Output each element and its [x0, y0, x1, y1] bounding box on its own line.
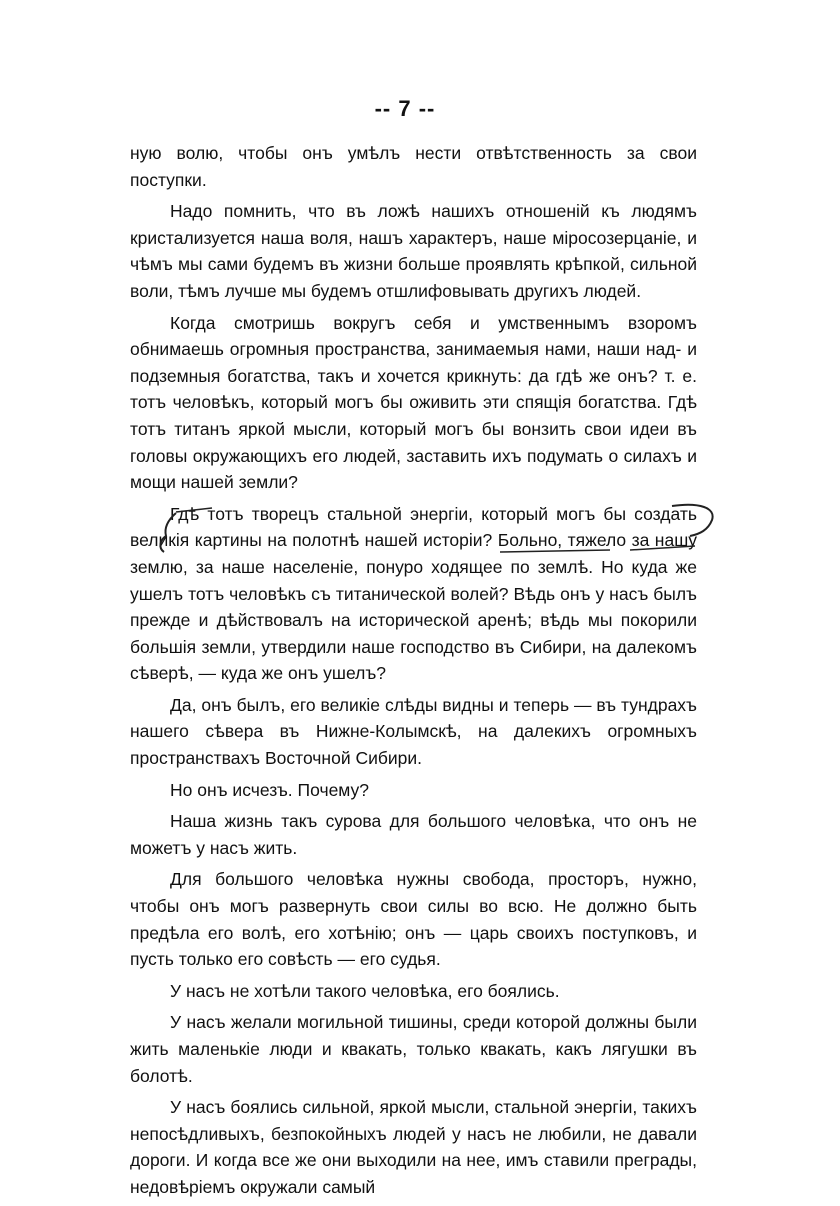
paragraph-11: У насъ боялись сильной, яркой мысли, стальной энергiи, такихъ непосѣдливыхъ, безпокойныхъ людей у насъ не любили, не давали дороги. И когда все же они выходили на нее, имъ ставили преграды, недовѣрiемъ окружали самый: [130, 1097, 697, 1197]
page-number: -- 7 --: [374, 96, 436, 121]
paragraph-7: Наша жизнь такъ сурова для большого человѣка, что онъ не можетъ у насъ жить.: [130, 811, 697, 858]
paragraph-5: Да, онъ былъ, его великiе слѣды видны и теперь — въ тундрахъ нашего сѣвера въ Нижне-Колымскѣ, на далекихъ огромныхъ пространствахъ Восточной Сибири.: [130, 694, 697, 769]
paragraph-3: Когда смотришь вокругъ себя и умственнымъ взоромъ обнимаешь огромныя пространства, занимаемыя нами, наши над- и подземныя богатства, такъ и хочется крикнуть: да гдѣ же онъ? т. е. тотъ человѣкъ, который могъ бы оживить эти спящiя богатства. Гдѣ тотъ титанъ яркой мысли, который могъ бы вонзить свои идеи въ головы окружающихъ его людей, заставить ихъ подумать о силахъ и мощи нашей земли?: [130, 312, 697, 493]
paragraph-1: ную волю, чтобы онъ умѣлъ нести отвѣтственность за свои поступки.: [130, 143, 697, 190]
paragraph-9: У насъ не хотѣли такого человѣка, его боялись.: [170, 980, 560, 1001]
paragraph-2: Надо помнить, что въ ложѣ нашихъ отношенiй къ людямъ кристализуется наша воля, нашъ характеръ, наше мiросозерцанiе, и чѣмъ мы сами будемъ въ жизни больше проявлять крѣпкой, сильной воли, тѣмъ лучше мы будемъ отшлифовывать другихъ людей.: [130, 201, 697, 301]
body-text: [130, 140, 697, 1206]
paragraph-6: Но онъ исчезъ. Почему?: [170, 779, 370, 800]
paragraph-10: У насъ желали могильной тишины, среди которой должны были жить маленькiе люди и квакать, только квакать, какъ лягушки въ болотѣ.: [130, 1012, 697, 1086]
paragraph-4-marked: Гдѣ тотъ творецъ стальной энергiи, который могъ бы создать великiя картины на полотнѣ нашей исторiи? Больно, тяжело за нашу землю, за наше населенiе, понуро ходящее по землѣ. Но куда же ушелъ тотъ человѣкъ съ титанической волей? Вѣдь онъ у насъ былъ прежде и дѣйствовалъ на исторической аренѣ; вѣдь мы покорили большiя земли, утвердили наше господство въ Сибири, на далекомъ сѣверѣ, — куда же онъ ушелъ?: [130, 503, 697, 684]
paragraph-8: Для большого человѣка нужны свобода, просторъ, нужно, чтобы онъ могъ развернуть свои силы во всю. Не должно быть предѣла его волѣ, его хотѣнiю; онъ — царь своихъ поступковъ, и пусть только его совѣсть — его судья.: [130, 869, 697, 970]
